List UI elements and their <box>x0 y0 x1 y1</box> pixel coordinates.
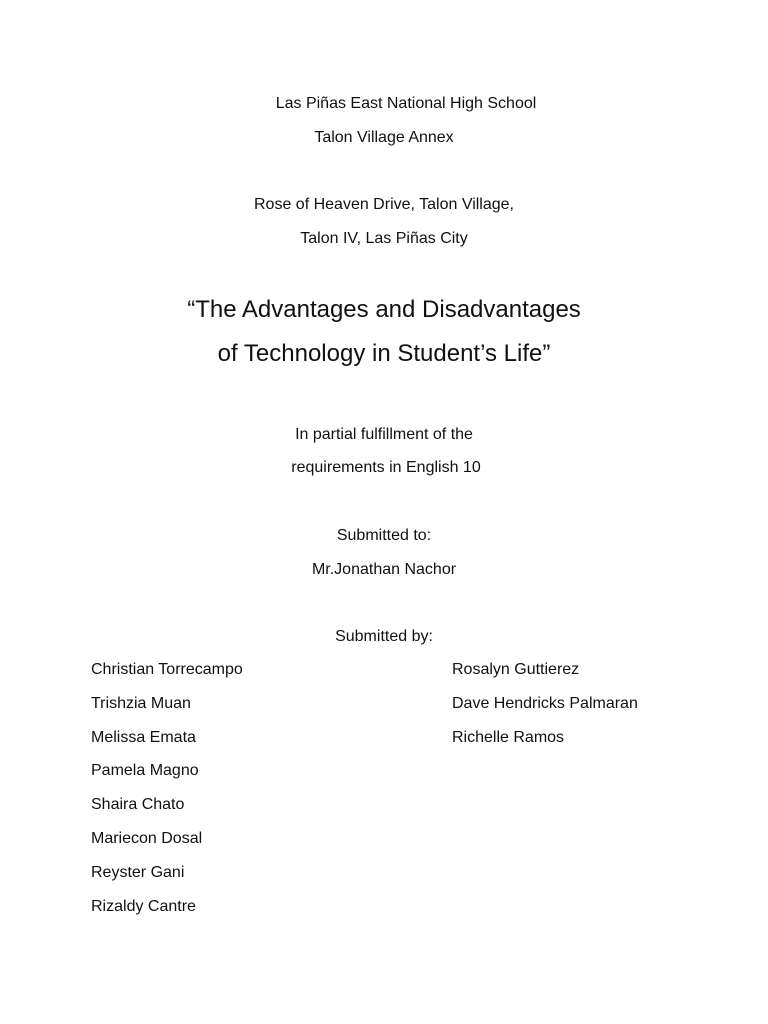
student-name: Dave Hendricks Palmaran <box>452 694 638 712</box>
address-line-1: Rose of Heaven Drive, Talon Village, <box>254 196 514 213</box>
document-title-line-1: “The Advantages and Disadvantages <box>187 296 581 323</box>
purpose-line-1: In partial fulfillment of the <box>295 426 473 443</box>
school-annex: Talon Village Annex <box>314 129 454 146</box>
document-title-line-2: of Technology in Student’s Life” <box>217 340 551 367</box>
student-name: Christian Torrecampo <box>91 661 243 678</box>
student-name: Reyster Gani <box>91 863 185 881</box>
address-line-2: Talon IV, Las Piñas City <box>300 230 468 247</box>
student-name: Rizaldy Cantre <box>91 897 196 915</box>
student-name: Melissa Emata <box>91 728 196 746</box>
purpose-line-2: requirements in English 10 <box>291 459 481 476</box>
student-name: Richelle Ramos <box>452 728 565 746</box>
student-names-left-column <box>91 660 243 930</box>
student-names-right-column <box>452 660 638 761</box>
submitted-to-label: Submitted to: <box>336 527 432 544</box>
school-name: Las Piñas East National High School <box>275 95 537 112</box>
submitted-by-label: Submitted by: <box>335 628 433 645</box>
student-name: Mariecon Dosal <box>91 829 203 847</box>
student-name: Pamela Magno <box>91 762 199 780</box>
student-name: Rosalyn Guttierez <box>452 661 580 678</box>
submitted-to-name: Mr.Jonathan Nachor <box>311 561 457 578</box>
student-name: Trishzia Muan <box>91 694 191 712</box>
student-name: Shaira Chato <box>91 796 185 814</box>
